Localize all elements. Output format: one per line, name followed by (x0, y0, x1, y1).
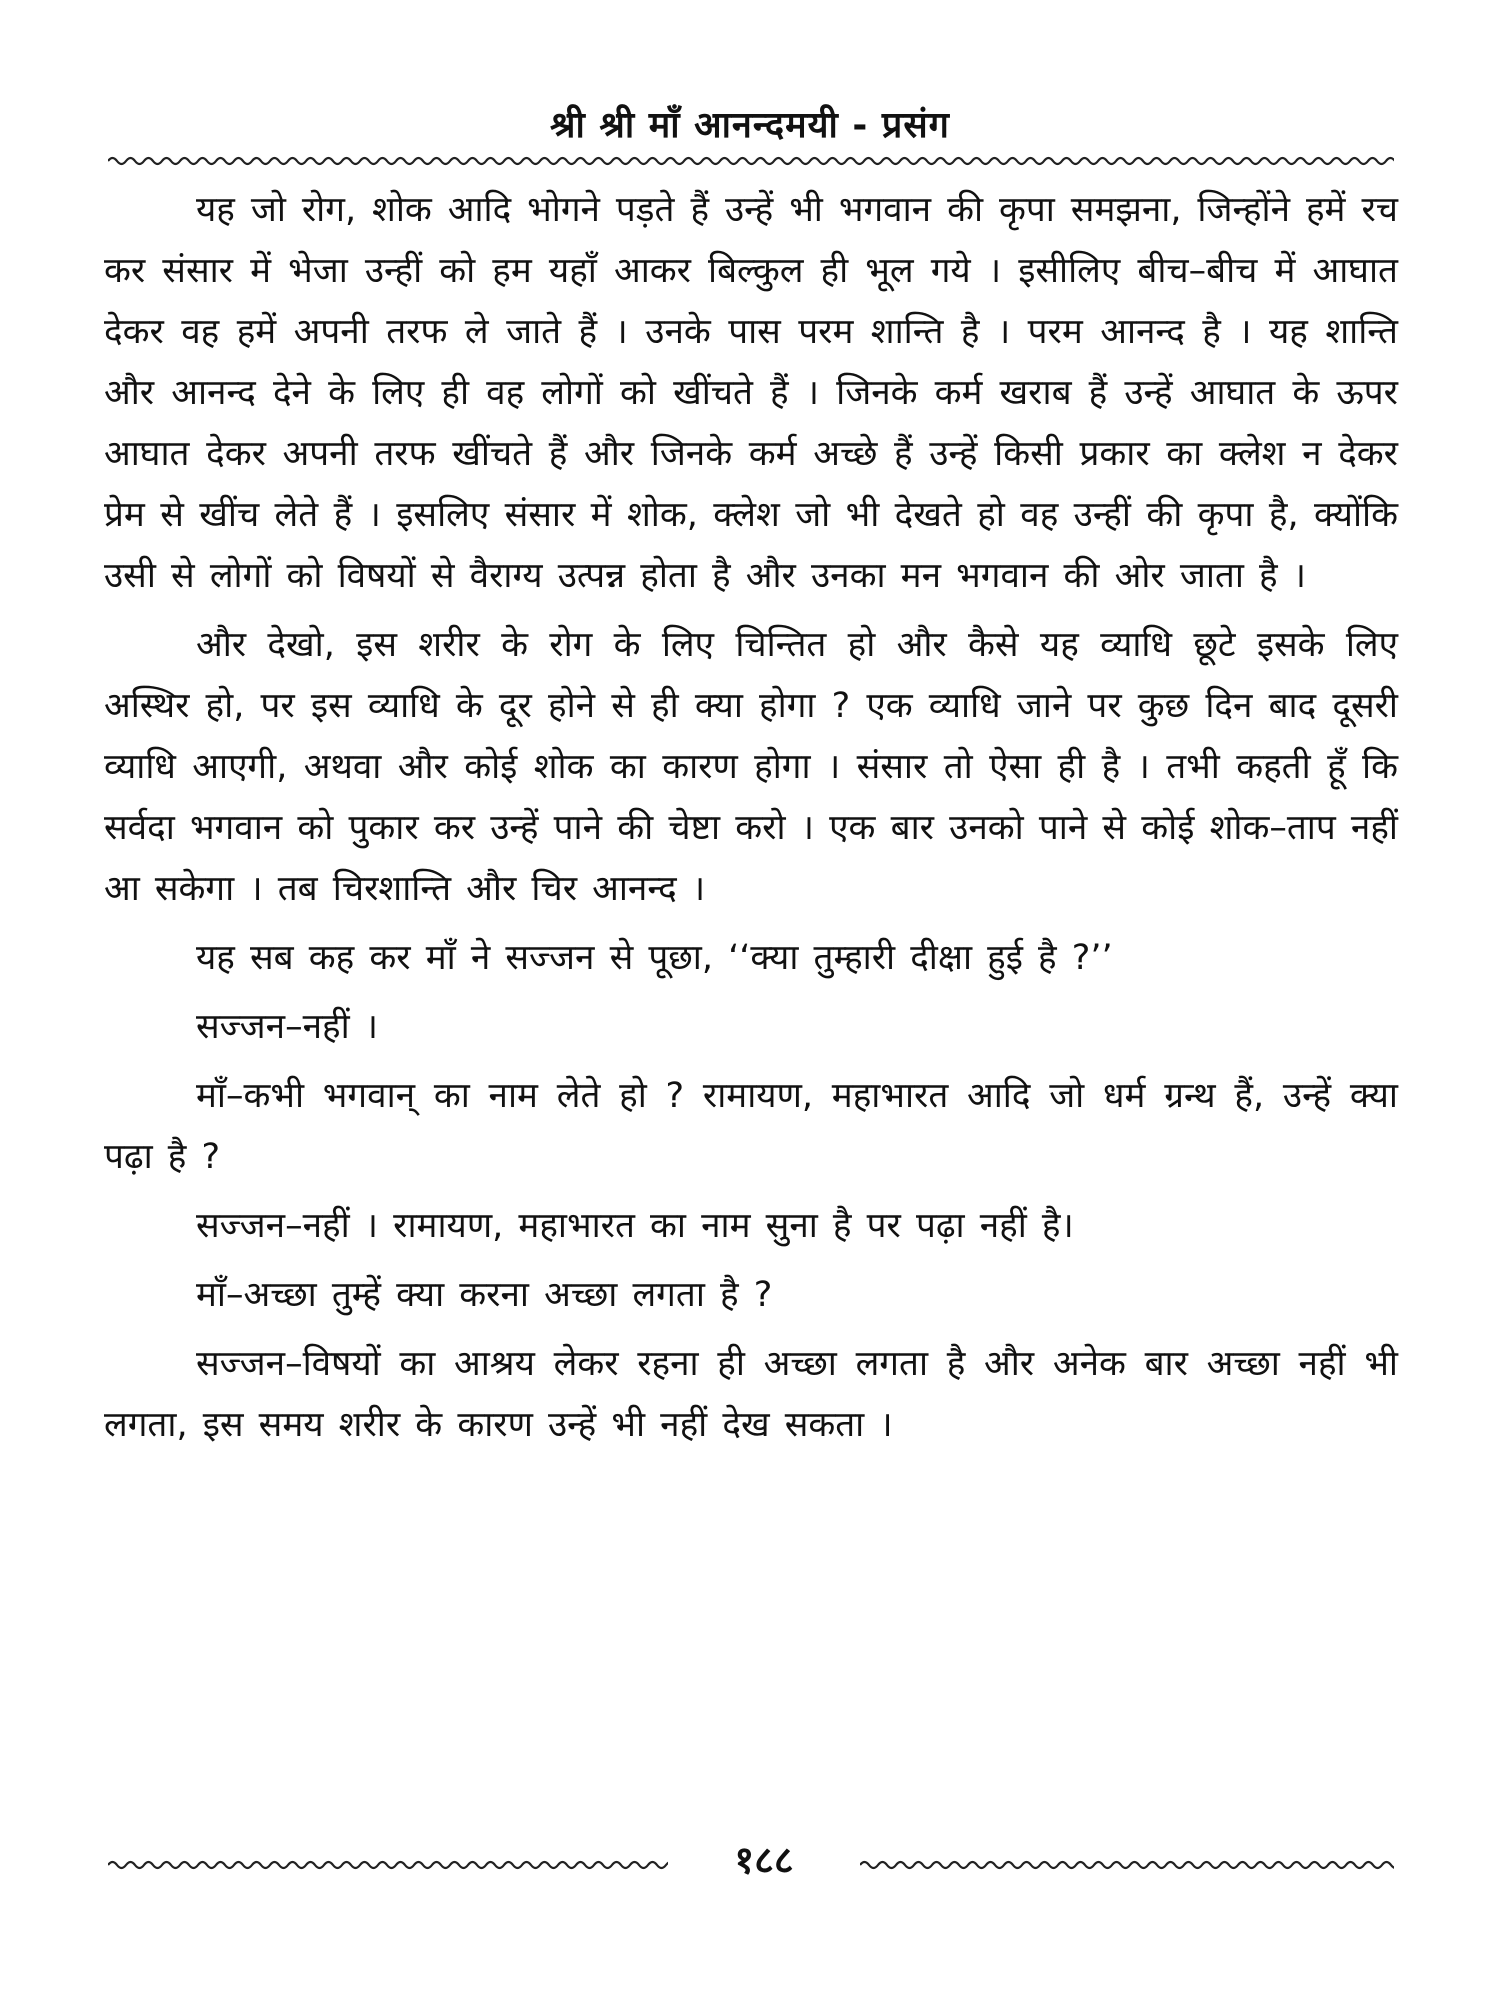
footer-wavy-rule-left (108, 1856, 668, 1874)
paragraph-8: सज्जन–विषयों का आश्रय लेकर रहना ही अच्छा लगता है और अनेक बार अच्छा नहीं भी लगता, इस समय शरीर के कारण उन्हें भी नहीं देख सकता । (104, 1344, 1398, 1445)
body-text (104, 180, 1398, 1456)
footer-wavy-rule-right-graphic (860, 1856, 1394, 1874)
running-header-title: श्री श्री माँ आनन्दमयी - प्रसंग (550, 105, 950, 146)
paragraph-5: माँ–कभी भगवान् का नाम लेते हो ? रामायण, महाभारत आदि जो धर्म ग्रन्थ हैं, उन्हें क्या पढ़ा है ? (104, 1076, 1398, 1177)
paragraph-3: यह सब कह कर माँ ने सज्जन से पूछा, ‘‘क्या तुम्हारी दीक्षा हुई है ?’’ (196, 938, 1113, 978)
paragraph-2: और देखो, इस शरीर के रोग के लिए चिन्तित हो और कैसे यह व्याधि छूटे इसके लिए अस्थिर हो, पर इस व्याधि के दूर होने से ही क्या होगा ? एक व्याधि जाने पर कुछ दिन बाद दूसरी व्याधि आएगी, अथवा और कोई शोक का कारण होगा । संसार तो ऐसा ही है । तभी कहती हूँ कि सर्वदा भगवान को पुकार कर उन्हें पाने की चेष्टा करो । एक बार उनको पाने से कोई शोक–ताप नहीं आ सकेगा । तब चिरशान्ति और चिर आनन्द । (104, 625, 1398, 909)
footer-wavy-rule-left-graphic (108, 1856, 668, 1874)
header-wavy-rule-graphic (108, 152, 1394, 170)
header-wavy-rule (108, 152, 1394, 170)
paragraph-1: यह जो रोग, शोक आदि भोगने पड़ते हैं उन्हें भी भगवान की कृपा समझना, जिन्होंने हमें रच कर संसार में भेजा उन्हीं को हम यहाँ आकर बिल्कुल ही भूल गये । इसीलिए बीच–बीच में आघात देकर वह हमें अपनी तरफ ले जाते हैं । उनके पास परम शान्ति है । परम आनन्द है । यह शान्ति और आनन्द देने के लिए ही वह लोगों को खींचते हैं । जिनके कर्म खराब हैं उन्हें आघात के ऊपर आघात देकर अपनी तरफ खींचते हैं और जिनके कर्म अच्छे हैं उन्हें किसी प्रकार का क्लेश न देकर प्रेम से खींच लेते हैं । इसलिए संसार में शोक, क्लेश जो भी देखते हो वह उन्हीं की कृपा है, क्योंकि उसी से लोगों को विषयों से वैराग्य उत्पन्न होता है और उनका मन भगवान की ओर जाता है । (104, 190, 1398, 596)
page-number: १८८ (734, 1838, 794, 1882)
footer-wavy-rule-right (860, 1856, 1394, 1874)
paragraph-4: सज्जन–नहीं । (196, 1007, 379, 1047)
paragraph-7: माँ–अच्छा तुम्हें क्या करना अच्छा लगता है ? (196, 1275, 773, 1315)
paragraph-6: सज्जन–नहीं । रामायण, महाभारत का नाम सुना है पर पढ़ा नहीं है। (196, 1206, 1074, 1246)
